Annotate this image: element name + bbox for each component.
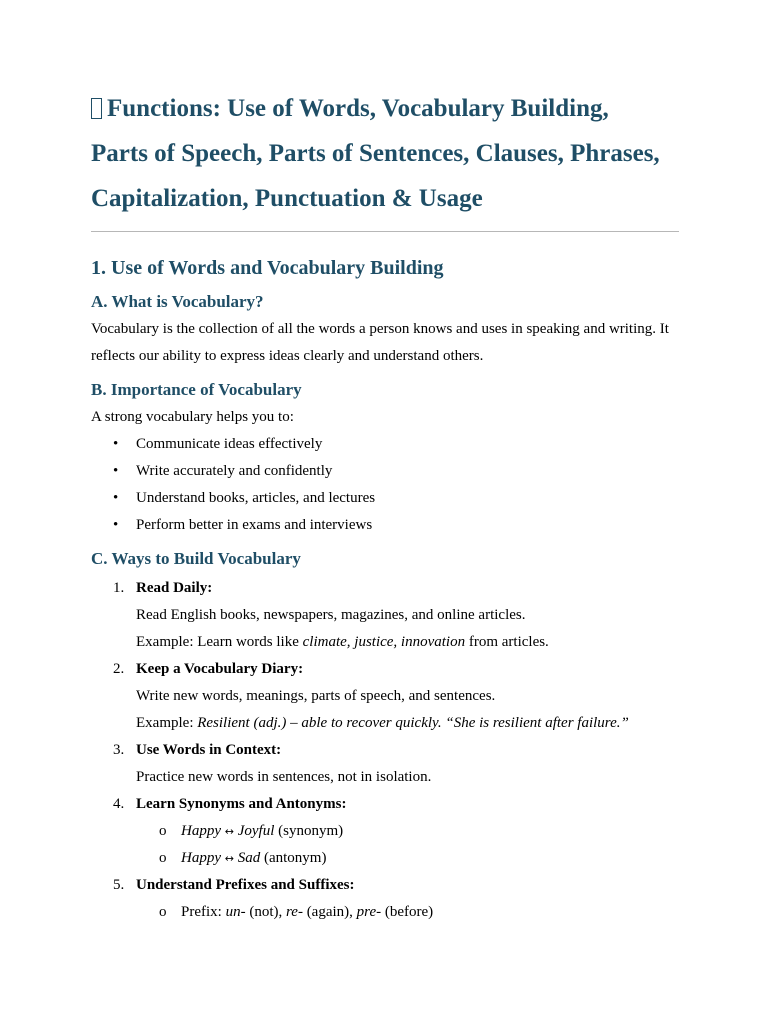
step-item (91, 656, 679, 737)
step-text: Write new words, meanings, parts of speech, and sentences. (136, 688, 496, 704)
synonym-antonym-list (136, 818, 679, 872)
title-line-2: Parts of Speech, Parts of Sentences, Clauses, Phrases, (91, 140, 660, 167)
step-number: 5. (113, 877, 125, 893)
double-arrow-icon: ↔ (224, 852, 234, 865)
list-item: o Prefix: un- (not), re- (again), pre- (before) (136, 899, 679, 926)
vocabulary-steps-list (91, 575, 679, 926)
step-number: 3. (113, 742, 125, 758)
list-item: • Perform better in exams and interviews (91, 512, 679, 539)
subsection-b-heading: B. Importance of Vocabulary (91, 380, 302, 399)
step-text: Practice new words in sentences, not in isolation. (136, 769, 432, 785)
circle-bullet-icon: o (159, 823, 167, 839)
step-number: 4. (113, 796, 125, 812)
step-item (91, 575, 679, 656)
step-example: Example: Resilient (adj.) – able to recover quickly. “She is resilient after failure.” (136, 715, 629, 731)
step-item (91, 791, 679, 872)
title-line-3: Capitalization, Punctuation & Usage (91, 185, 483, 212)
double-arrow-icon: ↔ (224, 825, 234, 838)
list-item: o Happy ↔ Joyful (synonym) (136, 818, 679, 845)
circle-bullet-icon: o (159, 904, 167, 920)
bullet-icon: • (113, 490, 119, 506)
list-item: • Write accurately and confidently (91, 458, 679, 485)
title-divider (91, 231, 679, 232)
list-item: o Happy ↔ Sad (antonym) (136, 845, 679, 872)
step-example: Example: Learn words like climate, justice, innovation from articles. (136, 634, 549, 650)
list-item: • Understand books, articles, and lectures (91, 485, 679, 512)
title-line-1: Functions: Use of Words, Vocabulary Building, (107, 95, 609, 122)
section-1-heading: 1. Use of Words and Vocabulary Building (91, 257, 444, 279)
step-number: 2. (113, 661, 125, 677)
document-title (91, 86, 679, 221)
circle-bullet-icon: o (159, 850, 167, 866)
step-title: Read Daily: (136, 580, 213, 596)
step-item (91, 737, 679, 791)
step-title: Learn Synonyms and Antonyms: (136, 796, 347, 812)
bullet-icon: • (113, 517, 119, 533)
step-title: Understand Prefixes and Suffixes: (136, 877, 355, 893)
step-title: Keep a Vocabulary Diary: (136, 661, 304, 677)
bullet-icon: • (113, 463, 119, 479)
step-title: Use Words in Context: (136, 742, 282, 758)
box-glyph-icon (91, 98, 102, 119)
subsection-a-heading: A. What is Vocabulary? (91, 292, 264, 311)
importance-list (91, 431, 679, 539)
list-item: • Communicate ideas effectively (91, 431, 679, 458)
step-text: Read English books, newspapers, magazines, and online articles. (136, 607, 526, 623)
bullet-icon: • (113, 436, 119, 452)
step-item (91, 872, 679, 926)
importance-intro: A strong vocabulary helps you to: (91, 409, 294, 425)
document-page (91, 86, 679, 926)
step-number: 1. (113, 580, 125, 596)
subsection-c-heading: C. Ways to Build Vocabulary (91, 549, 301, 568)
prefix-list (136, 899, 679, 926)
vocabulary-definition: Vocabulary is the collection of all the words a person knows and uses in speaking and writing. It reflects our ability to express ideas clearly and understand others. (91, 321, 669, 364)
